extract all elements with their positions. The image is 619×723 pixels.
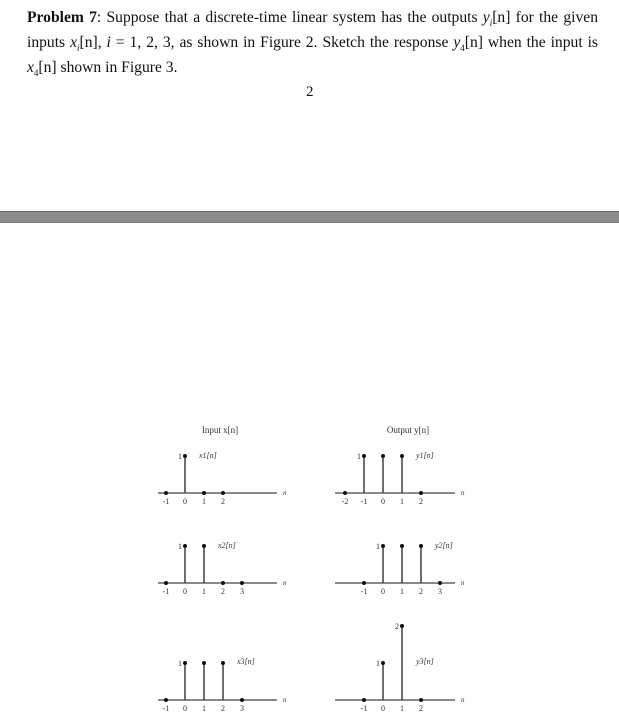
stem-value-label: 1 [178,452,182,461]
stem-marker [221,581,225,585]
math-arg: [n] [38,59,57,77]
stem-marker [343,491,347,495]
problem-text: : Suppose that a discrete-time linear system has the outputs [96,9,483,26]
stem-value-label: 2 [395,622,399,631]
stem-marker [419,491,423,495]
tick-label: 3 [438,587,442,596]
tick-label: -1 [360,497,368,506]
problem-label: Problem 7 [27,9,97,26]
stem-marker [419,544,423,548]
stem-marker [381,544,385,548]
math-x: x [27,59,34,77]
stem-marker [240,698,244,702]
tick-label: -2 [341,497,349,506]
stem-marker [164,581,168,585]
tick-label: 1 [400,704,404,713]
tick-label: 0 [183,587,187,596]
stem-marker [202,544,206,548]
axis-label-n: n [461,489,465,497]
tick-label: 1 [400,497,404,506]
stem-marker [419,698,423,702]
stem-marker [221,491,225,495]
stem-marker [183,544,187,548]
stem-marker [381,454,385,458]
tick-label: 0 [381,704,385,713]
stem-marker [362,698,366,702]
tick-label: -1 [162,587,170,596]
problem-text: for the given inputs [27,9,598,52]
tick-label: 1 [202,587,206,596]
math-sub: i [77,43,80,54]
stem-value-label: 1 [178,659,182,668]
column-title: Output y[n] [386,425,430,435]
problem-text: , [97,34,107,52]
signal-label: x2[n] [218,541,236,550]
signal-label: y1[n] [416,451,434,460]
axis-label-n: n [461,579,465,587]
signal-label: y3[n] [416,657,434,666]
column-title: Input x[n] [201,425,239,435]
tick-label: 1 [400,587,404,596]
tick-label: -1 [360,704,368,713]
math-y: y [453,34,461,52]
stem-marker [381,661,385,665]
stem-value-label: 1 [376,659,380,668]
stem-marker [438,581,442,585]
math-i: i [106,34,111,52]
stem-marker [183,661,187,665]
problem-text: when the input is [482,34,598,52]
tick-label: 3 [240,704,244,713]
tick-label: 1 [202,704,206,713]
tick-label: 2 [419,704,423,713]
stem-value-label: 1 [357,452,361,461]
stem-value-label: 1 [376,542,380,551]
stem-marker [400,454,404,458]
math-y: y [482,9,490,26]
stem-marker [400,624,404,628]
axis-label-n: n [283,489,287,497]
stem-marker [164,491,168,495]
stem-marker [362,581,366,585]
tick-label: -1 [360,587,368,596]
signal-label: x1[n] [199,451,217,460]
tick-label: 2 [419,497,423,506]
stem-marker [221,661,225,665]
stem-marker [362,454,366,458]
tick-label: 0 [183,704,187,713]
math-sub: 4 [33,68,39,79]
tick-label: 0 [381,587,385,596]
tick-label: 2 [221,497,225,506]
tick-label: 1 [202,497,206,506]
tick-label: -1 [162,497,170,506]
stem-marker [400,544,404,548]
signal-label: x3[n] [237,657,255,666]
signal-label: y2[n] [435,541,453,550]
tick-label: 2 [221,587,225,596]
math-arg: [n] [492,9,511,26]
math-sub: i [489,18,493,29]
page-number: 2 [306,84,314,100]
tick-label: 0 [381,497,385,506]
stem-marker [183,454,187,458]
problem-text: = 1, 2, 3, as shown in Figure 2. Sketch the response [110,34,454,52]
stem-marker [202,661,206,665]
tick-label: -1 [162,704,170,713]
stem-value-label: 1 [178,542,182,551]
tick-label: 0 [183,497,187,506]
stem-marker [164,698,168,702]
stem-marker [202,491,206,495]
tick-label: 3 [240,587,244,596]
math-x: x [70,34,77,52]
math-arg: [n] [79,34,98,52]
problem-text: shown in Figure 3. [56,59,178,77]
tick-label: 2 [419,587,423,596]
math-arg: [n] [464,34,483,52]
axis-label-n: n [283,579,287,587]
axis-label-n: n [283,696,287,704]
stem-marker [240,581,244,585]
tick-label: 2 [221,704,225,713]
math-sub: 4 [460,43,465,54]
axis-label-n: n [461,696,465,704]
